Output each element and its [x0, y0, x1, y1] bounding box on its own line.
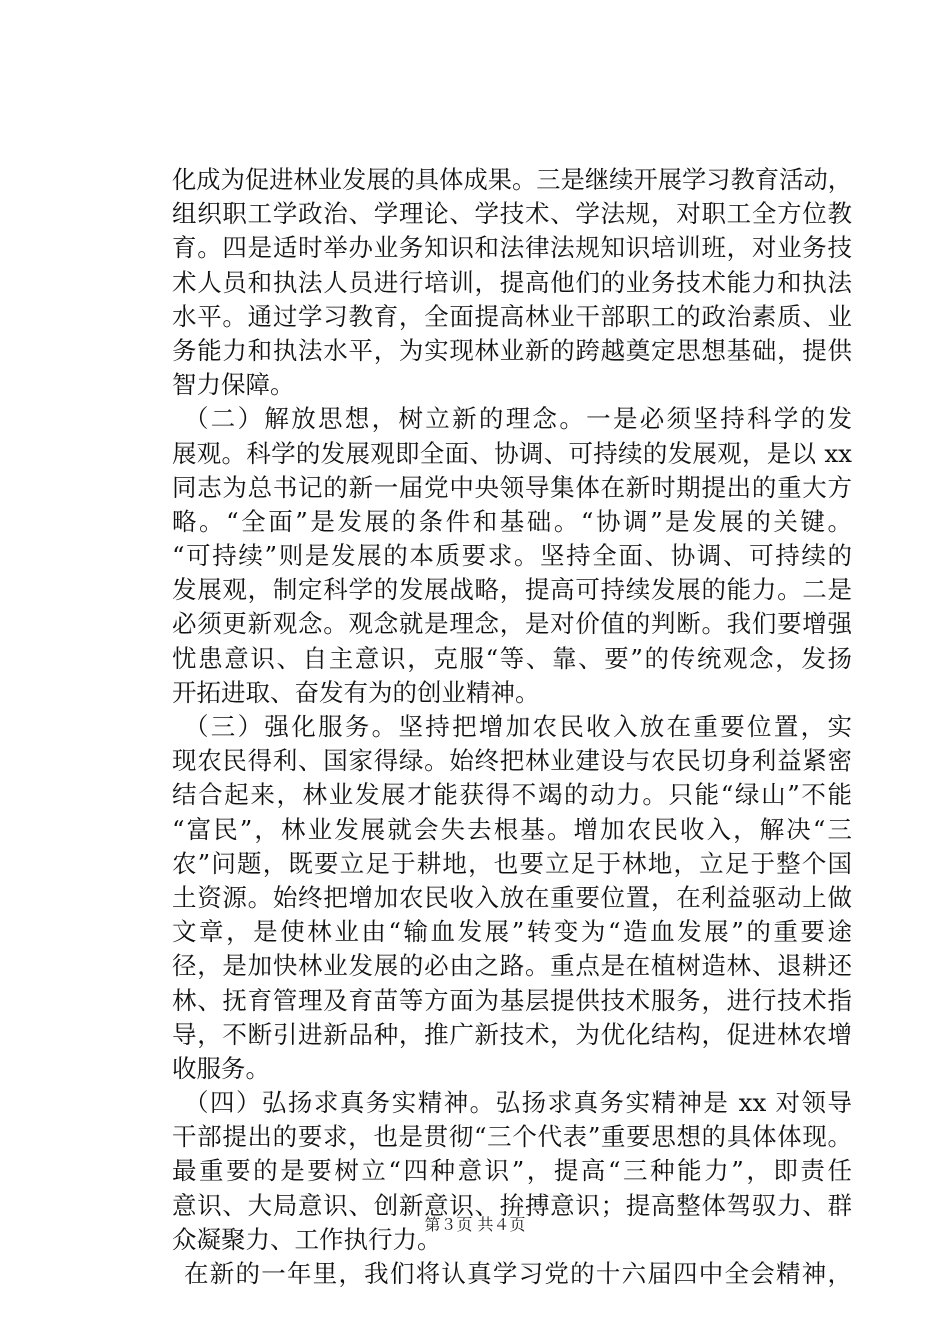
text-line: 径，是加快林业发展的必由之路。重点是在植树造林、退耕还 — [172, 951, 852, 981]
text-line: 略。“全面”是发展的条件和基础。“协调”是发展的关键。 — [172, 506, 852, 536]
text-line: 务能力和执法水平，为实现林业新的跨越奠定思想基础，提供 — [172, 335, 852, 365]
text-line: （四）弘扬求真务实精神。弘扬求真务实精神是 xx 对领导 — [184, 1088, 852, 1118]
text-line: 水平。通过学习教育，全面提高林业干部职工的政治素质、业 — [172, 301, 852, 331]
text-line: 育。四是适时举办业务知识和法律法规知识培训班，对业务技 — [172, 233, 852, 263]
text-line: 必须更新观念。观念就是理念，是对价值的判断。我们要增强 — [172, 609, 852, 639]
text-line: （三）强化服务。坚持把增加农民收入放在重要位置，实 — [184, 712, 852, 741]
text-line: 导，不断引进新品种，推广新技术，为优化结构，促进林农增 — [172, 1019, 852, 1049]
text-line: 发展观，制定科学的发展战略，提高可持续发展的能力。二是 — [172, 575, 852, 605]
text-line: 林、抚育管理及育苗等方面为基层提供技术服务，进行技术指 — [172, 985, 852, 1015]
text-line: “可持续”则是发展的本质要求。坚持全面、协调、可持续的 — [172, 541, 852, 571]
text-line: 同志为总书记的新一届党中央领导集体在新时期提出的重大方 — [172, 472, 852, 502]
text-line: 结合起来，林业发展才能获得不竭的动力。只能“绿山”不能 — [172, 780, 852, 810]
text-line: 现农民得利、国家得绿。始终把林业建设与农民切身利益紧密 — [172, 746, 852, 776]
text-line: 组织职工学政治、学理论、学技术、学法规，对职工全方位教 — [172, 199, 852, 229]
text-line: 开拓进取、奋发有为的创业精神。 — [172, 677, 540, 707]
text-line: 土资源。始终把增加农民收入放在重要位置，在利益驱动上做 — [172, 882, 852, 912]
text-line: 意识、大局意识、创新意识、拚搏意识；提高整体驾驭力、群 — [172, 1190, 852, 1220]
text-line: 干部提出的要求，也是贯彻“三个代表”重要思想的具体体现。 — [172, 1122, 852, 1152]
body-text — [172, 163, 852, 1291]
text-line: 化成为促进林业发展的具体成果。三是继续开展学习教育活动， — [172, 165, 852, 194]
text-line: “富民”，林业发展就会失去根基。增加农民收入，解决“三 — [172, 814, 852, 844]
text-line: 文章，是使林业由“输血发展”转变为“造血发展”的重要途 — [172, 917, 852, 947]
page-footer: 第３页 共４页 — [424, 1215, 526, 1234]
text-line: 众凝聚力、工作执行力。 — [172, 1224, 442, 1254]
text-line: 农”问题，既要立足于耕地，也要立足于林地，立足于整个国 — [172, 848, 852, 878]
text-line: 忧患意识、自主意识，克服“等、靠、要”的传统观念，发扬 — [172, 643, 852, 673]
text-line: 在新的一年里，我们将认真学习党的十六届四中全会精神， — [184, 1259, 852, 1288]
text-line: 收服务。 — [172, 1053, 270, 1083]
text-line: （二）解放思想，树立新的理念。一是必须坚持科学的发 — [184, 404, 852, 434]
text-line: 最重要的是要树立“四种意识”，提高“三种能力”，即责任 — [172, 1156, 852, 1186]
text-line: 术人员和执法人员进行培训，提高他们的业务技术能力和执法 — [172, 267, 852, 297]
text-line: 智力保障。 — [172, 370, 295, 400]
text-line: 展观。科学的发展观即全面、协调、可持续的发展观，是以 xx — [172, 438, 852, 468]
